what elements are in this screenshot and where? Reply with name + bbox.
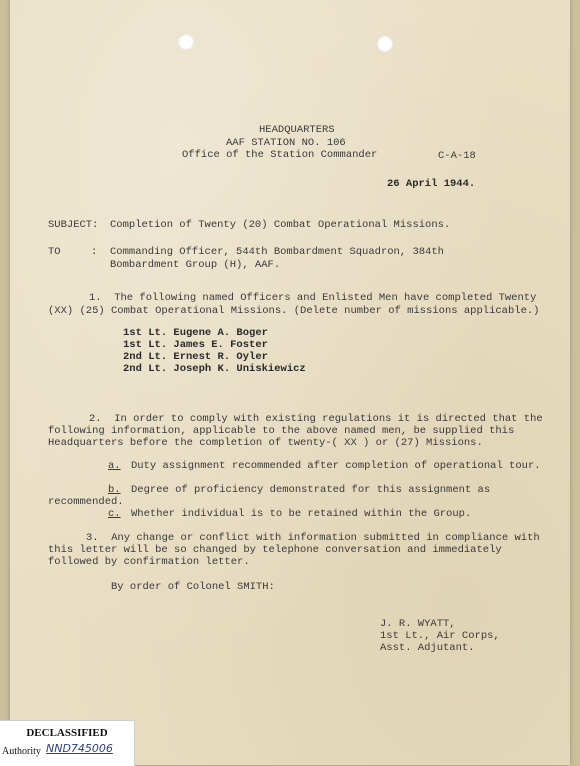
item-c-letter: c. (108, 508, 121, 520)
authority-value: NND745006 (46, 742, 113, 755)
item-a-letter: a. (108, 460, 121, 472)
to-line-2: Bombardment Group (H), AAF. (110, 259, 281, 271)
item-c-text: Whether individual is to be retained within the Group. (131, 508, 472, 520)
declassified-title: DECLASSIFIED (26, 727, 108, 739)
header-station: AAF STATION NO. 106 (226, 137, 346, 149)
document-page (10, 0, 570, 765)
officer-name: 1st Lt. Eugene A. Boger (123, 327, 268, 339)
to-line-1: Commanding Officer, 544th Bombardment Squadron, 384th (110, 246, 444, 258)
letter-date: 26 April 1944. (387, 178, 476, 190)
signature-title: Asst. Adjutant. (380, 642, 475, 654)
to-colon: : (91, 246, 98, 258)
para2-line-2: following information, applicable to the above named men, be supplied this (48, 425, 515, 437)
header-office: Office of the Station Commander (182, 149, 378, 161)
punch-hole-right (377, 36, 393, 52)
para1-line-1: 1. The following named Officers and Enlisted Men have completed Twenty (89, 292, 537, 304)
officer-name: 2nd Lt. Joseph K. Uniskiewicz (123, 363, 306, 375)
officer-name: 1st Lt. James E. Foster (123, 339, 268, 351)
officer-name: 2nd Lt. Ernest R. Oyler (123, 351, 268, 363)
para1-line-2: (XX) (25) Combat Operational Missions. (Delete number of missions applicable.) (48, 305, 540, 317)
subject-text: Completion of Twenty (20) Combat Operational Missions. (110, 219, 451, 231)
authority-label: Authority (2, 746, 41, 757)
item-b-text: Degree of proficiency demonstrated for this assignment as (131, 484, 491, 496)
punch-hole-left (178, 34, 194, 50)
to-label: TO (48, 246, 61, 258)
item-b-letter: b. (108, 484, 121, 496)
signature-name: J. R. WYATT, (380, 618, 456, 630)
header-reference: C-A-18 (438, 150, 476, 162)
by-order-line: By order of Colonel SMITH: (111, 581, 275, 593)
subject-label: SUBJECT: (48, 219, 99, 231)
header-headquarters: HEADQUARTERS (259, 124, 335, 136)
declassified-stamp (0, 720, 135, 766)
item-a-text: Duty assignment recommended after completion of operational tour. (131, 460, 541, 472)
para3-line-1: 3. Any change or conflict with information submitted in compliance with (86, 532, 540, 544)
para3-line-3: followed by confirmation letter. (48, 556, 250, 568)
para3-line-2: this letter will be so changed by telephone conversation and immediately (48, 544, 502, 556)
signature-rank: 1st Lt., Air Corps, (380, 630, 500, 642)
para2-line-3: Headquarters before the completion of twenty-( XX ) or (27) Missions. (48, 437, 483, 449)
item-b-continuation: recommended. (48, 496, 124, 508)
para2-line-1: 2. In order to comply with existing regulations it is directed that the (89, 413, 543, 425)
